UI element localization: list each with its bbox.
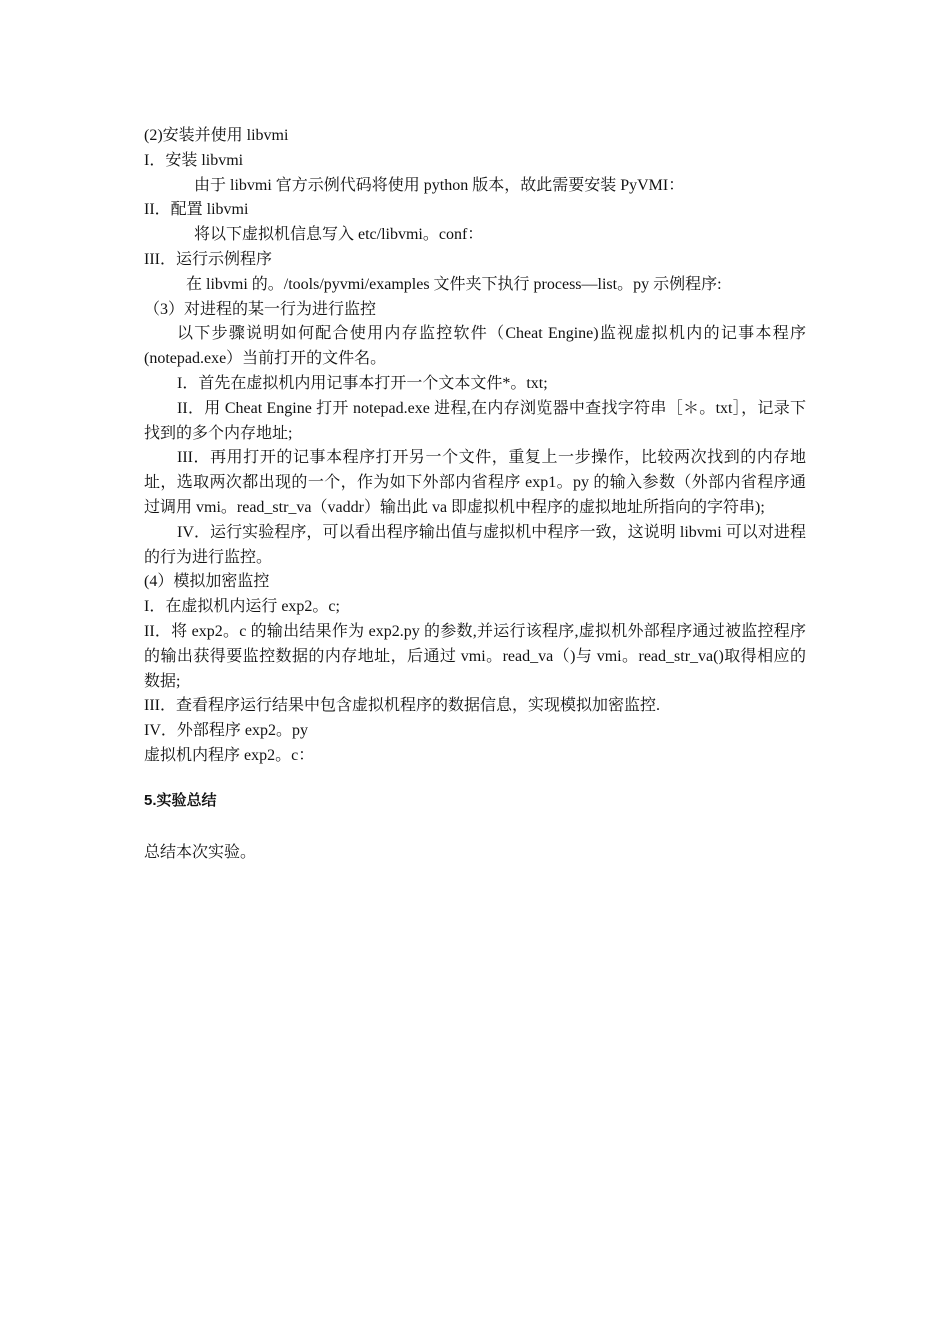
section-4-heading: (4）模拟加密监控 <box>144 573 270 591</box>
section-3-step-4: IV．运行实验程序，可以看出程序输出值与虚拟机中程序一致，这说明 libvmi 可以对进程的行为进行监控。 <box>144 523 806 566</box>
section-3-heading: （3）对进程的某一行为进行监控 <box>144 300 377 318</box>
section-5-heading: 5.实验总结 <box>144 791 217 809</box>
section-2-step-1-text: 由于 libvmi 官方示例代码将使用 python 版本，故此需要安装 PyVMI： <box>194 176 685 194</box>
section-4-step-3: III．查看程序运行结果中包含虚拟机程序的数据信息，实现模拟加密监控. <box>144 697 660 715</box>
section-4-step-2: II．将 exp2。c 的输出结果作为 exp2.py 的参数,并运行该程序,虚拟机外部程序通过被监控程序的输出获得要监控数据的内存地址，后通过 vmi。read_va（)与 vmi。read_str_va()取得相应的数据; <box>144 622 806 690</box>
document-body <box>144 124 806 866</box>
section-2-step-1-title: I．安装 libvmi <box>144 151 244 169</box>
section-5-text: 总结本次实验。 <box>144 843 257 861</box>
section-4-step-5: 虚拟机内程序 exp2。c： <box>144 746 315 764</box>
section-3-intro: 以下步骤说明如何配合使用内存监控软件（Cheat Engine)监视虚拟机内的记事本程序(notepad.exe）当前打开的文件名。 <box>144 325 806 368</box>
section-2-step-2-title: II．配置 libvmi <box>144 201 249 219</box>
section-3-step-2: II．用 Cheat Engine 打开 notepad.exe 进程,在内存浏览器中查找字符串［＊。txt］，记录下找到的多个内存地址; <box>144 399 806 442</box>
section-2-step-3-text: 在 libvmi 的。/tools/pyvmi/examples 文件夹下执行 process—list。py 示例程序: <box>186 275 722 293</box>
section-4-step-4: IV．外部程序 exp2。py <box>144 722 308 740</box>
section-2-heading: (2)安装并使用 libvmi <box>144 127 289 144</box>
section-3-step-1: I．首先在虚拟机内用记事本打开一个文本文件*。txt; <box>177 374 548 392</box>
section-2-step-2-text: 将以下虚拟机信息写入 etc/libvmi。conf： <box>194 226 484 244</box>
section-3-step-3: III．再用打开的记事本程序打开另一个文件，重复上一步操作，比较两次找到的内存地址，选取两次都出现的一个，作为如下外部内省程序 exp1。py 的输入参数（外部内省程序通过调用 vmi。read_str_va（vaddr）输出此 va 即虚拟机中程序的虚拟地址所指向的字符串); <box>144 449 806 516</box>
section-4-step-1: I．在虚拟机内运行 exp2。c; <box>144 598 340 616</box>
section-2-step-3-title: III．运行示例程序 <box>144 250 272 268</box>
